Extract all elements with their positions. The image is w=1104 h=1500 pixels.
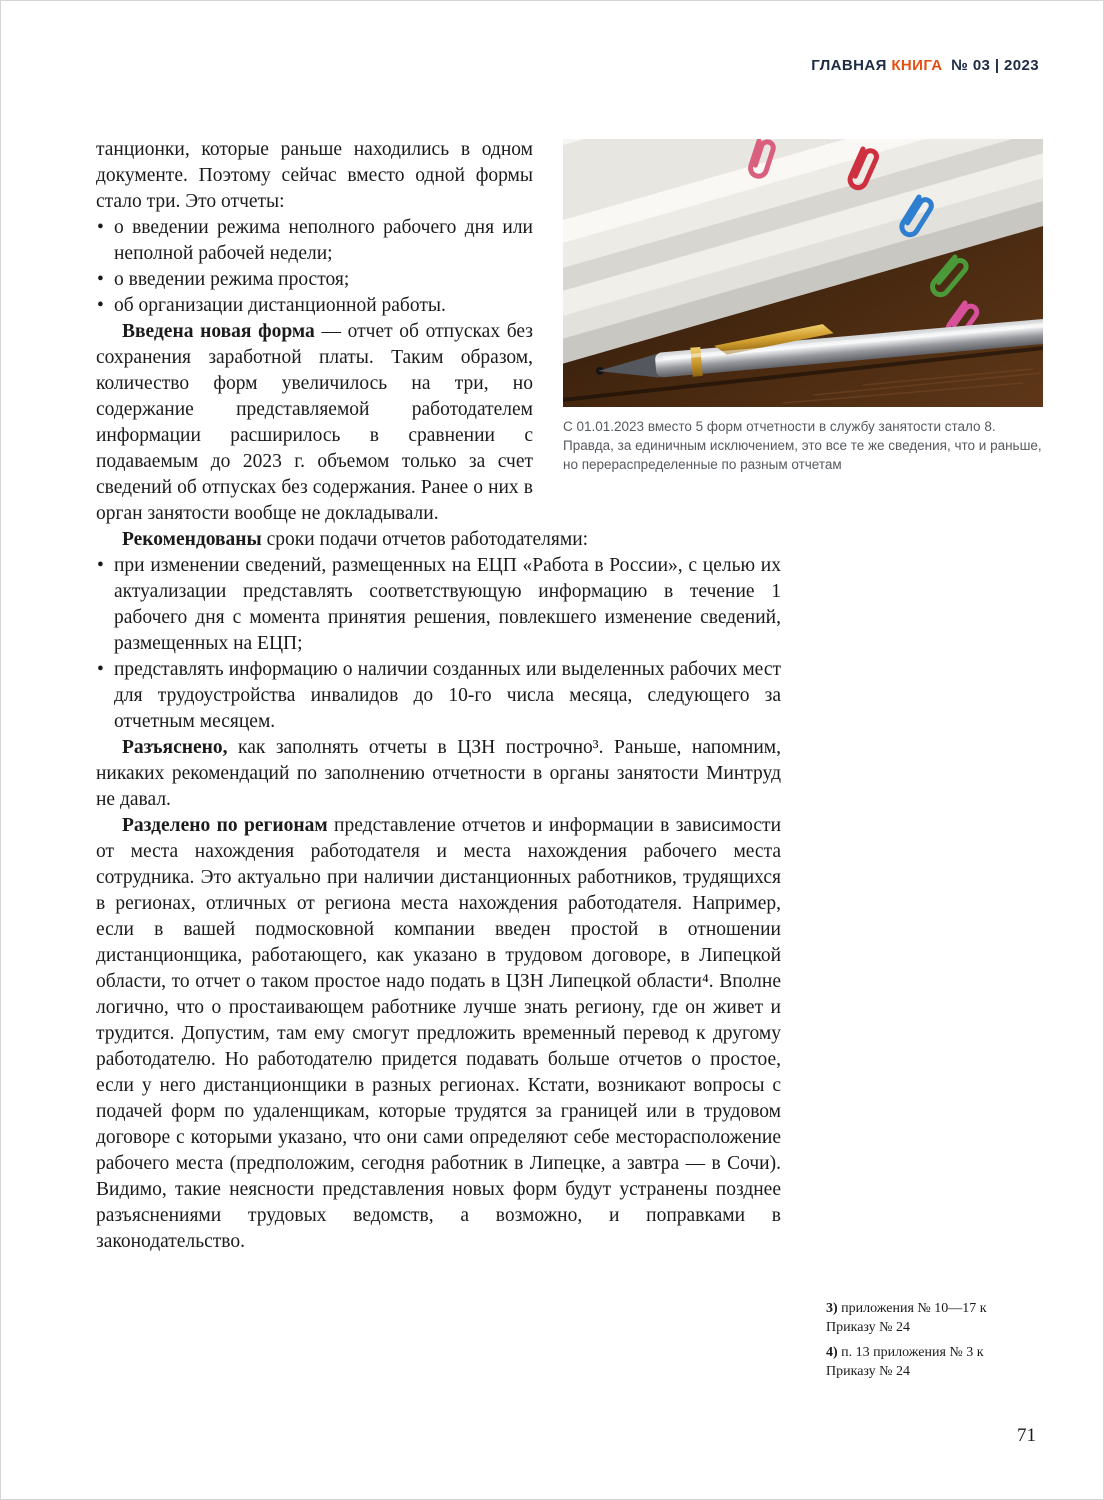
footnote xyxy=(826,1343,1021,1381)
report-types-list xyxy=(96,215,781,319)
page-header xyxy=(811,57,1039,74)
footnote-text: п. 13 приложения № 3 к Приказу № 24 xyxy=(826,1345,984,1379)
issue-number: № 03 | 2023 xyxy=(951,57,1039,74)
article-body xyxy=(96,137,1042,1255)
paragraph-text: как заполнять отчеты в ЦЗН построчно³. Раньше, напомним, никаких рекомендаций по заполнению отчетности в органы занятости Минтруд не давал. xyxy=(96,737,781,810)
paragraph-text: представление отчетов и информации в зависимости от места нахождения работодателя и места нахождения рабочего места сотрудника. Это актуально при наличии дистанционных работников, трудящихся в регионах, отличных от региона места нахождения работодателя. Например, если в вашей подмосковной компании введен простой в отношении дистанционщика, работающего, как указано в трудовом договоре, в Липецкой области, то отчет о таком простое надо подать в ЦЗН Липецкой области⁴. Вполне логично, что о простаивающем работнике лучше знать региону, где он живет и трудится. Допустим, там ему смогут предложить временный перевод к другому работодателю. Но работодателю придется подавать больше отчетов о простое, если у него дистанционщики в разных регионах. Кстати, возникают вопросы с подачей форм по удаленщикам, которые трудятся за границей или в трудовом договоре с которыми указано, что они сами определяют себе месторасположение рабочего места (предположим, сегодня работник в Липецке, а завтра — в Сочи). Видимо, такие неясности представления новых форм будут устранены позднее разъяснениями трудовых ведомств, а возможно, и поправками в законодательство. xyxy=(96,815,782,1252)
list-item: • о введении режима простоя; xyxy=(96,267,781,293)
paragraph-text: — отчет об отпусках без сохранения заработной платы. Таким образом, количество форм увеличилось на три, но содержание представляемой работодателем информации расширилось в сравнении с подаваемым до 2023 г. объемом только за счет сведений об отпусках без содержания. Ранее о них в орган занятости вообще не докладывали. xyxy=(96,321,533,524)
list-item: • об организации дистанционной работы. xyxy=(96,293,781,319)
brand-name-accent: КНИГА xyxy=(891,57,943,74)
deadlines-list xyxy=(96,553,781,735)
paragraph-lead: Разделено по регионам xyxy=(122,815,328,836)
footnote-marker: 4) xyxy=(826,1345,838,1360)
footnote-text: приложения № 10—17 к Приказу № 24 xyxy=(826,1301,987,1335)
footnote xyxy=(826,1299,1021,1337)
paragraph-recommended xyxy=(96,527,781,553)
paragraph-regions xyxy=(96,813,781,1255)
list-item: • о введении режима неполного рабочего дня или неполной рабочей недели; xyxy=(96,215,781,267)
paragraph-continuation: танционки, которые раньше находились в одном документе. Поэтому сейчас вместо одной формы стало три. Это отчеты: xyxy=(96,139,533,212)
list-item: • при изменении сведений, размещенных на ЕЦП «Работа в России», с целью их актуализации представлять соответствующую информацию в течение 1 рабочего дня с момента принятия решения, повлекшего изменение сведений, размещенных на ЕЦП; xyxy=(96,553,781,657)
brand-name-dark: ГЛАВНАЯ xyxy=(811,57,887,74)
footnote-marker: 3) xyxy=(826,1301,838,1316)
paragraph-text: сроки подачи отчетов работодателями: xyxy=(261,529,589,550)
list-item: • представлять информацию о наличии созданных или выделенных рабочих мест для трудоустройства инвалидов до 10-го числа месяца, следующего за отчетным месяцем. xyxy=(96,657,781,735)
page-number: 71 xyxy=(1017,1425,1036,1446)
footnotes xyxy=(826,1299,1021,1387)
paragraph-lead: Введена новая форма xyxy=(122,321,315,342)
paragraph-lead: Рекомендованы xyxy=(122,529,262,550)
paragraph-lead: Разъяснено, xyxy=(122,737,228,758)
paragraph-clarified xyxy=(96,735,781,813)
photo-caption: С 01.01.2023 вместо 5 форм отчетности в службу занятости стало 8. Правда, за единичным исключением, это все те же сведения, что и раньше, но перераспределенные по разным отчетам xyxy=(563,419,1042,472)
